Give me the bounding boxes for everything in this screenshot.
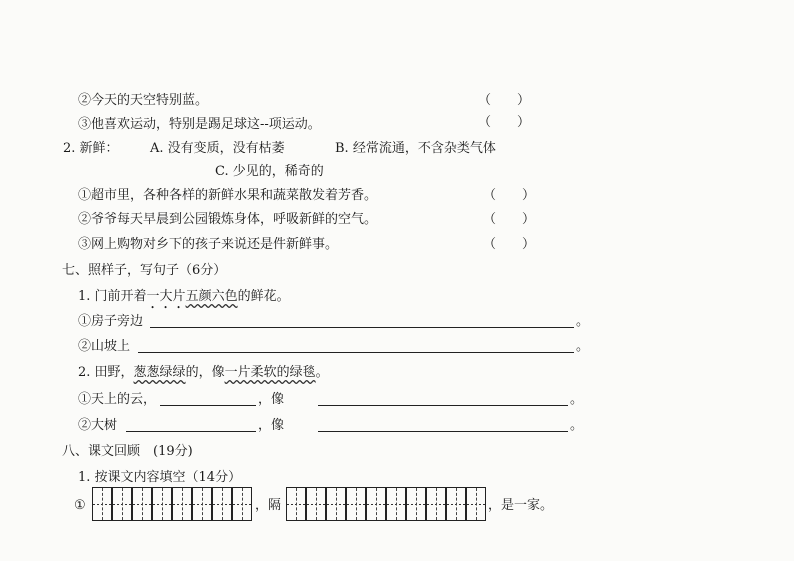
q2-option-a: A. 没有变质，没有枯萎 <box>150 141 285 156</box>
answer-line[interactable] <box>138 352 574 353</box>
example-1-dotted: 一大片 <box>146 289 186 304</box>
answer-paren[interactable]: （ ） <box>483 237 536 252</box>
grid-cell[interactable] <box>446 487 466 521</box>
section-8-sub-1: 1. 按课文内容填空（14分） <box>78 470 242 485</box>
comma-like: ，像 <box>258 392 285 407</box>
q1-item-2: ②今天的天空特别蓝。 <box>78 93 209 108</box>
answer-line[interactable] <box>318 431 568 432</box>
q1-item-3: ③他喜欢运动，特别是踢足球这--项运动。 <box>78 117 321 132</box>
answer-line[interactable] <box>160 405 256 406</box>
grid-cell[interactable] <box>192 487 212 521</box>
grid-cell[interactable] <box>152 487 172 521</box>
example-2-mid: 的，像 <box>185 365 225 380</box>
example-sentence-2 <box>78 364 329 382</box>
period: 。 <box>576 339 590 354</box>
answer-paren[interactable]: （ ） <box>483 212 536 227</box>
answer-paren[interactable]: （ ） <box>483 188 536 203</box>
answer-line[interactable] <box>126 431 256 432</box>
ex1-prompt-b: ②山坡上 <box>78 339 131 354</box>
grid-cell[interactable] <box>306 487 326 521</box>
item-1-mid: ，隔 <box>255 498 282 513</box>
example-2-wavy-2: 一片柔软的绿毯 <box>224 365 316 380</box>
q2-option-c: C. 少见的，稀奇的 <box>215 164 324 179</box>
answer-paren[interactable]: （ ） <box>478 93 531 108</box>
q2-option-b: B. 经常流通，不含杂类气体 <box>335 141 496 156</box>
example-2-post: 。 <box>315 365 329 380</box>
grid-cell[interactable] <box>346 487 366 521</box>
section-7-title: 七、照样子，写句子（6分） <box>62 263 227 278</box>
q2-item-2: ②爷爷每天早晨到公园锻炼身体，呼吸新鲜的空气。 <box>78 212 378 227</box>
example-sentence-1 <box>78 288 290 312</box>
grid-cell[interactable] <box>112 487 132 521</box>
grid-cell[interactable] <box>326 487 346 521</box>
grid-cell[interactable] <box>172 487 192 521</box>
grid-cell[interactable] <box>466 487 486 521</box>
period: 。 <box>570 392 584 407</box>
answer-line[interactable] <box>150 327 574 328</box>
grid-cell[interactable] <box>366 487 386 521</box>
item-1-end: ，是一家。 <box>488 498 554 513</box>
example-1-pre: 1. 门前开着 <box>78 289 147 304</box>
grid-cell[interactable] <box>132 487 152 521</box>
grid-cell[interactable] <box>212 487 232 521</box>
period: 。 <box>576 314 590 329</box>
example-2-pre: 2. 田野， <box>78 365 134 380</box>
example-2-wavy-1: 葱葱绿绿 <box>133 365 186 380</box>
section-8-title: 八、课文回顾 (19分) <box>62 444 193 459</box>
tian-grid-group-1[interactable] <box>92 487 252 521</box>
period: 。 <box>570 418 584 433</box>
grid-cell[interactable] <box>386 487 406 521</box>
grid-cell[interactable] <box>232 487 252 521</box>
grid-cell[interactable] <box>92 487 112 521</box>
tian-grid-group-2[interactable] <box>286 487 486 521</box>
ex2-prompt-a: ①天上的云， <box>78 392 157 407</box>
answer-line[interactable] <box>318 405 568 406</box>
q2-item-1: ①超市里，各种各样的新鲜水果和蔬菜散发着芳香。 <box>78 188 378 203</box>
example-1-wavy: 五颜六色 <box>185 289 238 304</box>
ex1-prompt-a: ①房子旁边 <box>78 314 144 329</box>
answer-paren[interactable]: （ ） <box>478 115 531 130</box>
item-number: ① <box>74 498 86 513</box>
grid-cell[interactable] <box>286 487 306 521</box>
q2-item-3: ③网上购物对乡下的孩子来说还是件新鲜事。 <box>78 237 339 252</box>
q2-label: 2. 新鲜： <box>63 141 119 156</box>
grid-cell[interactable] <box>406 487 426 521</box>
comma-like: ，像 <box>258 418 285 433</box>
example-1-post: 的鲜花。 <box>237 289 290 304</box>
ex2-prompt-b: ②大树 <box>78 418 118 433</box>
grid-cell[interactable] <box>426 487 446 521</box>
